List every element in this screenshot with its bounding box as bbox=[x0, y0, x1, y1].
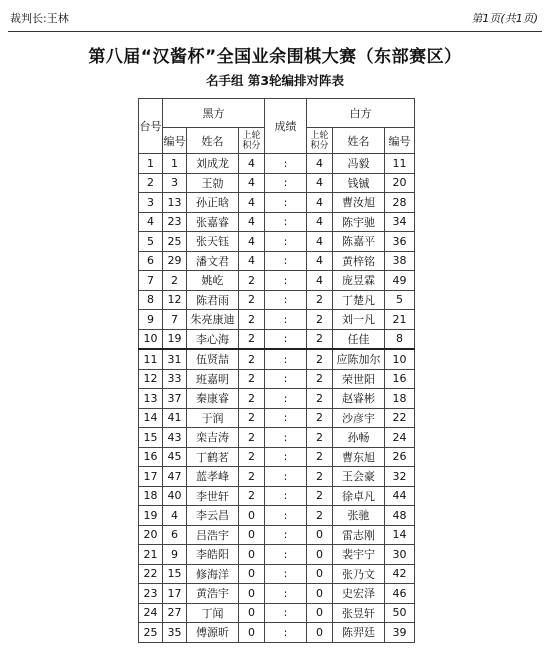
black-player-name: 蓝孝峰 bbox=[187, 467, 239, 487]
white-player-name: 裴宇宁 bbox=[333, 545, 385, 565]
board-number: 12 bbox=[139, 369, 163, 389]
white-player-name: 陈羿廷 bbox=[333, 623, 385, 643]
result-cell: : bbox=[265, 447, 307, 467]
document-title: 第八届“汉酱杯”全国业余围棋大赛（东部赛区） bbox=[88, 47, 462, 67]
black-player-number: 41 bbox=[163, 408, 187, 428]
white-player-number: 22 bbox=[385, 408, 415, 428]
black-player-name: 李世轩 bbox=[187, 486, 239, 506]
black-player-name: 陈君雨 bbox=[187, 290, 239, 310]
white-player-number: 26 bbox=[385, 447, 415, 467]
white-name-header: 姓名 bbox=[333, 128, 385, 154]
white-player-name: 陈嘉平 bbox=[333, 232, 385, 252]
table-row bbox=[139, 154, 415, 174]
white-player-number: 44 bbox=[385, 486, 415, 506]
result-cell: : bbox=[265, 212, 307, 232]
table-row bbox=[139, 623, 415, 643]
board-number: 25 bbox=[139, 623, 163, 643]
white-player-name: 冯毅 bbox=[333, 154, 385, 174]
result-cell: : bbox=[265, 193, 307, 213]
black-player-number: 2 bbox=[163, 271, 187, 291]
result-cell: : bbox=[265, 173, 307, 193]
black-player-number: 29 bbox=[163, 251, 187, 271]
result-cell: : bbox=[265, 467, 307, 487]
black-player-name: 李皓阳 bbox=[187, 545, 239, 565]
result-cell: : bbox=[265, 369, 307, 389]
black-player-number: 23 bbox=[163, 212, 187, 232]
result-cell: : bbox=[265, 584, 307, 604]
white-player-name: 钱铖 bbox=[333, 173, 385, 193]
white-player-name: 雷志刚 bbox=[333, 525, 385, 545]
black-prev-points: 4 bbox=[239, 232, 265, 252]
black-player-number: 45 bbox=[163, 447, 187, 467]
white-player-number: 10 bbox=[385, 349, 415, 369]
result-cell: : bbox=[265, 271, 307, 291]
table-row bbox=[139, 428, 415, 448]
white-prev-points: 0 bbox=[307, 564, 333, 584]
black-player-number: 25 bbox=[163, 232, 187, 252]
black-prev-points: 2 bbox=[239, 369, 265, 389]
white-player-name: 张驰 bbox=[333, 506, 385, 526]
white-player-number: 42 bbox=[385, 564, 415, 584]
white-player-number: 20 bbox=[385, 173, 415, 193]
board-number: 3 bbox=[139, 193, 163, 213]
black-player-name: 刘成龙 bbox=[187, 154, 239, 174]
white-prev-points: 2 bbox=[307, 408, 333, 428]
white-player-name: 沙彦宇 bbox=[333, 408, 385, 428]
result-cell: : bbox=[265, 623, 307, 643]
black-player-name: 栾吉涛 bbox=[187, 428, 239, 448]
board-number: 14 bbox=[139, 408, 163, 428]
black-player-name: 王勍 bbox=[187, 173, 239, 193]
black-player-number: 1 bbox=[163, 154, 187, 174]
white-player-number: 38 bbox=[385, 251, 415, 271]
white-no-header: 编号 bbox=[385, 128, 415, 154]
white-player-number: 46 bbox=[385, 584, 415, 604]
white-player-number: 21 bbox=[385, 310, 415, 330]
white-prev-points: 4 bbox=[307, 251, 333, 271]
board-number: 5 bbox=[139, 232, 163, 252]
black-player-number: 37 bbox=[163, 389, 187, 409]
white-player-name: 曹汝旭 bbox=[333, 193, 385, 213]
pairing-table bbox=[138, 98, 415, 643]
result-cell: : bbox=[265, 428, 307, 448]
board-number: 2 bbox=[139, 173, 163, 193]
page-header bbox=[0, 0, 550, 32]
black-player-number: 9 bbox=[163, 545, 187, 565]
black-player-number: 4 bbox=[163, 506, 187, 526]
table-row bbox=[139, 349, 415, 369]
board-number: 22 bbox=[139, 564, 163, 584]
black-player-number: 33 bbox=[163, 369, 187, 389]
black-prev-points: 4 bbox=[239, 154, 265, 174]
black-player-name: 秦康睿 bbox=[187, 389, 239, 409]
board-number: 10 bbox=[139, 329, 163, 349]
white-player-name: 徐卓凡 bbox=[333, 486, 385, 506]
col-board-header: 台号 bbox=[139, 99, 163, 154]
table-row bbox=[139, 506, 415, 526]
white-prev-points: 4 bbox=[307, 212, 333, 232]
result-cell: : bbox=[265, 349, 307, 369]
black-player-name: 李云昌 bbox=[187, 506, 239, 526]
white-prev-points: 2 bbox=[307, 329, 333, 349]
white-prev-points: 4 bbox=[307, 173, 333, 193]
white-prev-points: 4 bbox=[307, 271, 333, 291]
white-prev-points: 0 bbox=[307, 545, 333, 565]
black-player-number: 47 bbox=[163, 467, 187, 487]
black-player-name: 黄浩宇 bbox=[187, 584, 239, 604]
white-player-number: 30 bbox=[385, 545, 415, 565]
board-number: 18 bbox=[139, 486, 163, 506]
black-player-number: 15 bbox=[163, 564, 187, 584]
black-player-number: 6 bbox=[163, 525, 187, 545]
table-row bbox=[139, 545, 415, 565]
white-player-number: 8 bbox=[385, 329, 415, 349]
table-row bbox=[139, 290, 415, 310]
table-row bbox=[139, 408, 415, 428]
white-player-name: 黄梓铭 bbox=[333, 251, 385, 271]
white-player-name: 刘一凡 bbox=[333, 310, 385, 330]
black-player-name: 张嘉睿 bbox=[187, 212, 239, 232]
white-prev-points: 0 bbox=[307, 623, 333, 643]
table-row bbox=[139, 467, 415, 487]
white-player-name: 张昱轩 bbox=[333, 603, 385, 623]
black-player-number: 3 bbox=[163, 173, 187, 193]
table-row bbox=[139, 310, 415, 330]
table-row bbox=[139, 369, 415, 389]
table-row bbox=[139, 212, 415, 232]
black-prev-points: 2 bbox=[239, 290, 265, 310]
table-row bbox=[139, 525, 415, 545]
result-cell: : bbox=[265, 545, 307, 565]
result-cell: : bbox=[265, 564, 307, 584]
black-player-number: 31 bbox=[163, 349, 187, 369]
referee-label: 裁判长:王林 bbox=[10, 12, 69, 25]
white-player-number: 34 bbox=[385, 212, 415, 232]
result-cell: : bbox=[265, 310, 307, 330]
black-prev-points: 4 bbox=[239, 193, 265, 213]
board-number: 21 bbox=[139, 545, 163, 565]
black-player-name: 潘文君 bbox=[187, 251, 239, 271]
board-number: 8 bbox=[139, 290, 163, 310]
black-name-header: 姓名 bbox=[187, 128, 239, 154]
white-player-name: 赵睿彬 bbox=[333, 389, 385, 409]
white-player-name: 丁楚凡 bbox=[333, 290, 385, 310]
board-number: 6 bbox=[139, 251, 163, 271]
white-player-number: 11 bbox=[385, 154, 415, 174]
white-player-name: 曹东旭 bbox=[333, 447, 385, 467]
white-prev-points: 4 bbox=[307, 154, 333, 174]
result-cell: : bbox=[265, 251, 307, 271]
black-prev-points: 0 bbox=[239, 545, 265, 565]
black-no-header: 编号 bbox=[163, 128, 187, 154]
board-number: 20 bbox=[139, 525, 163, 545]
black-player-number: 27 bbox=[163, 603, 187, 623]
black-player-name: 丁闻 bbox=[187, 603, 239, 623]
white-player-name: 庞昱霖 bbox=[333, 271, 385, 291]
white-prev-points: 2 bbox=[307, 310, 333, 330]
board-number: 17 bbox=[139, 467, 163, 487]
black-player-number: 7 bbox=[163, 310, 187, 330]
white-player-number: 18 bbox=[385, 389, 415, 409]
white-prev-points: 2 bbox=[307, 447, 333, 467]
black-prev-points: 0 bbox=[239, 623, 265, 643]
header-divider bbox=[8, 31, 542, 32]
black-player-number: 19 bbox=[163, 329, 187, 349]
col-white-header: 白方 bbox=[307, 99, 415, 128]
result-cell: : bbox=[265, 525, 307, 545]
table-row bbox=[139, 584, 415, 604]
black-player-name: 于润 bbox=[187, 408, 239, 428]
black-prev-points: 0 bbox=[239, 584, 265, 604]
result-cell: : bbox=[265, 154, 307, 174]
black-prev-points: 2 bbox=[239, 389, 265, 409]
white-prev-points: 2 bbox=[307, 369, 333, 389]
white-prev-points: 2 bbox=[307, 467, 333, 487]
black-player-name: 张天钰 bbox=[187, 232, 239, 252]
white-prev-points: 0 bbox=[307, 584, 333, 604]
table-row bbox=[139, 193, 415, 213]
table-row bbox=[139, 329, 415, 349]
board-number: 11 bbox=[139, 349, 163, 369]
black-player-name: 修海洋 bbox=[187, 564, 239, 584]
board-number: 9 bbox=[139, 310, 163, 330]
col-result-header: 成绩 bbox=[265, 99, 307, 154]
white-player-number: 14 bbox=[385, 525, 415, 545]
board-number: 24 bbox=[139, 603, 163, 623]
white-prev-points: 0 bbox=[307, 525, 333, 545]
black-prev-points: 2 bbox=[239, 467, 265, 487]
black-player-name: 丁鹤茗 bbox=[187, 447, 239, 467]
white-player-name: 陈宇驰 bbox=[333, 212, 385, 232]
black-prev-points: 0 bbox=[239, 564, 265, 584]
white-prev-points: 0 bbox=[307, 603, 333, 623]
black-prev-points: 2 bbox=[239, 310, 265, 330]
board-number: 7 bbox=[139, 271, 163, 291]
board-number: 19 bbox=[139, 506, 163, 526]
black-player-number: 40 bbox=[163, 486, 187, 506]
white-player-name: 应陈加尔 bbox=[333, 349, 385, 369]
white-prev-points: 2 bbox=[307, 290, 333, 310]
white-player-name: 史宏泽 bbox=[333, 584, 385, 604]
black-player-number: 43 bbox=[163, 428, 187, 448]
black-player-number: 13 bbox=[163, 193, 187, 213]
black-prev-points: 4 bbox=[239, 173, 265, 193]
document-subtitle: 名手组 第3轮编排对阵表 bbox=[205, 73, 345, 88]
white-prev-points: 2 bbox=[307, 486, 333, 506]
board-number: 1 bbox=[139, 154, 163, 174]
black-player-number: 12 bbox=[163, 290, 187, 310]
white-player-number: 49 bbox=[385, 271, 415, 291]
table-row bbox=[139, 447, 415, 467]
black-prev-points: 2 bbox=[239, 349, 265, 369]
black-prev-points: 2 bbox=[239, 329, 265, 349]
white-player-name: 荣世阳 bbox=[333, 369, 385, 389]
black-prev-points: 2 bbox=[239, 408, 265, 428]
table-row bbox=[139, 486, 415, 506]
table-row bbox=[139, 564, 415, 584]
result-cell: : bbox=[265, 329, 307, 349]
white-player-name: 孙畅 bbox=[333, 428, 385, 448]
black-prev-points: 2 bbox=[239, 428, 265, 448]
white-player-name: 张乃文 bbox=[333, 564, 385, 584]
white-player-number: 28 bbox=[385, 193, 415, 213]
white-player-number: 50 bbox=[385, 603, 415, 623]
black-prev-points: 0 bbox=[239, 506, 265, 526]
result-cell: : bbox=[265, 408, 307, 428]
white-player-number: 36 bbox=[385, 232, 415, 252]
table-row bbox=[139, 173, 415, 193]
white-prev-points-header: 上轮 积分 bbox=[307, 128, 333, 154]
table-row bbox=[139, 389, 415, 409]
white-prev-points: 2 bbox=[307, 389, 333, 409]
result-cell: : bbox=[265, 389, 307, 409]
black-prev-points: 4 bbox=[239, 251, 265, 271]
black-player-name: 吕浩宇 bbox=[187, 525, 239, 545]
black-player-name: 伍贤喆 bbox=[187, 349, 239, 369]
result-cell: : bbox=[265, 290, 307, 310]
white-player-number: 39 bbox=[385, 623, 415, 643]
table-row bbox=[139, 251, 415, 271]
black-player-name: 班嘉明 bbox=[187, 369, 239, 389]
black-prev-points: 2 bbox=[239, 271, 265, 291]
black-player-name: 姚屹 bbox=[187, 271, 239, 291]
black-player-name: 孙正晗 bbox=[187, 193, 239, 213]
white-player-number: 48 bbox=[385, 506, 415, 526]
white-prev-points: 2 bbox=[307, 506, 333, 526]
white-player-number: 24 bbox=[385, 428, 415, 448]
black-prev-points: 0 bbox=[239, 525, 265, 545]
white-player-number: 32 bbox=[385, 467, 415, 487]
board-number: 23 bbox=[139, 584, 163, 604]
black-prev-points: 4 bbox=[239, 212, 265, 232]
board-number: 4 bbox=[139, 212, 163, 232]
black-player-number: 35 bbox=[163, 623, 187, 643]
black-prev-points-header: 上轮 积分 bbox=[239, 128, 265, 154]
table-row bbox=[139, 603, 415, 623]
table-row bbox=[139, 271, 415, 291]
black-player-number: 17 bbox=[163, 584, 187, 604]
result-cell: : bbox=[265, 486, 307, 506]
white-player-name: 王会豪 bbox=[333, 467, 385, 487]
black-prev-points: 2 bbox=[239, 447, 265, 467]
white-prev-points: 4 bbox=[307, 232, 333, 252]
black-player-name: 李心海 bbox=[187, 329, 239, 349]
black-prev-points: 2 bbox=[239, 486, 265, 506]
white-prev-points: 2 bbox=[307, 349, 333, 369]
black-player-name: 傅源昕 bbox=[187, 623, 239, 643]
result-cell: : bbox=[265, 603, 307, 623]
page-number: 第1页(共1页) bbox=[471, 12, 538, 25]
result-cell: : bbox=[265, 506, 307, 526]
board-number: 16 bbox=[139, 447, 163, 467]
white-prev-points: 4 bbox=[307, 193, 333, 213]
table-row bbox=[139, 232, 415, 252]
white-prev-points: 2 bbox=[307, 428, 333, 448]
black-player-name: 朱亮康迪 bbox=[187, 310, 239, 330]
white-player-number: 5 bbox=[385, 290, 415, 310]
board-number: 15 bbox=[139, 428, 163, 448]
white-player-number: 16 bbox=[385, 369, 415, 389]
black-prev-points: 0 bbox=[239, 603, 265, 623]
col-black-header: 黑方 bbox=[163, 99, 265, 128]
white-player-name: 任佳 bbox=[333, 329, 385, 349]
result-cell: : bbox=[265, 232, 307, 252]
board-number: 13 bbox=[139, 389, 163, 409]
